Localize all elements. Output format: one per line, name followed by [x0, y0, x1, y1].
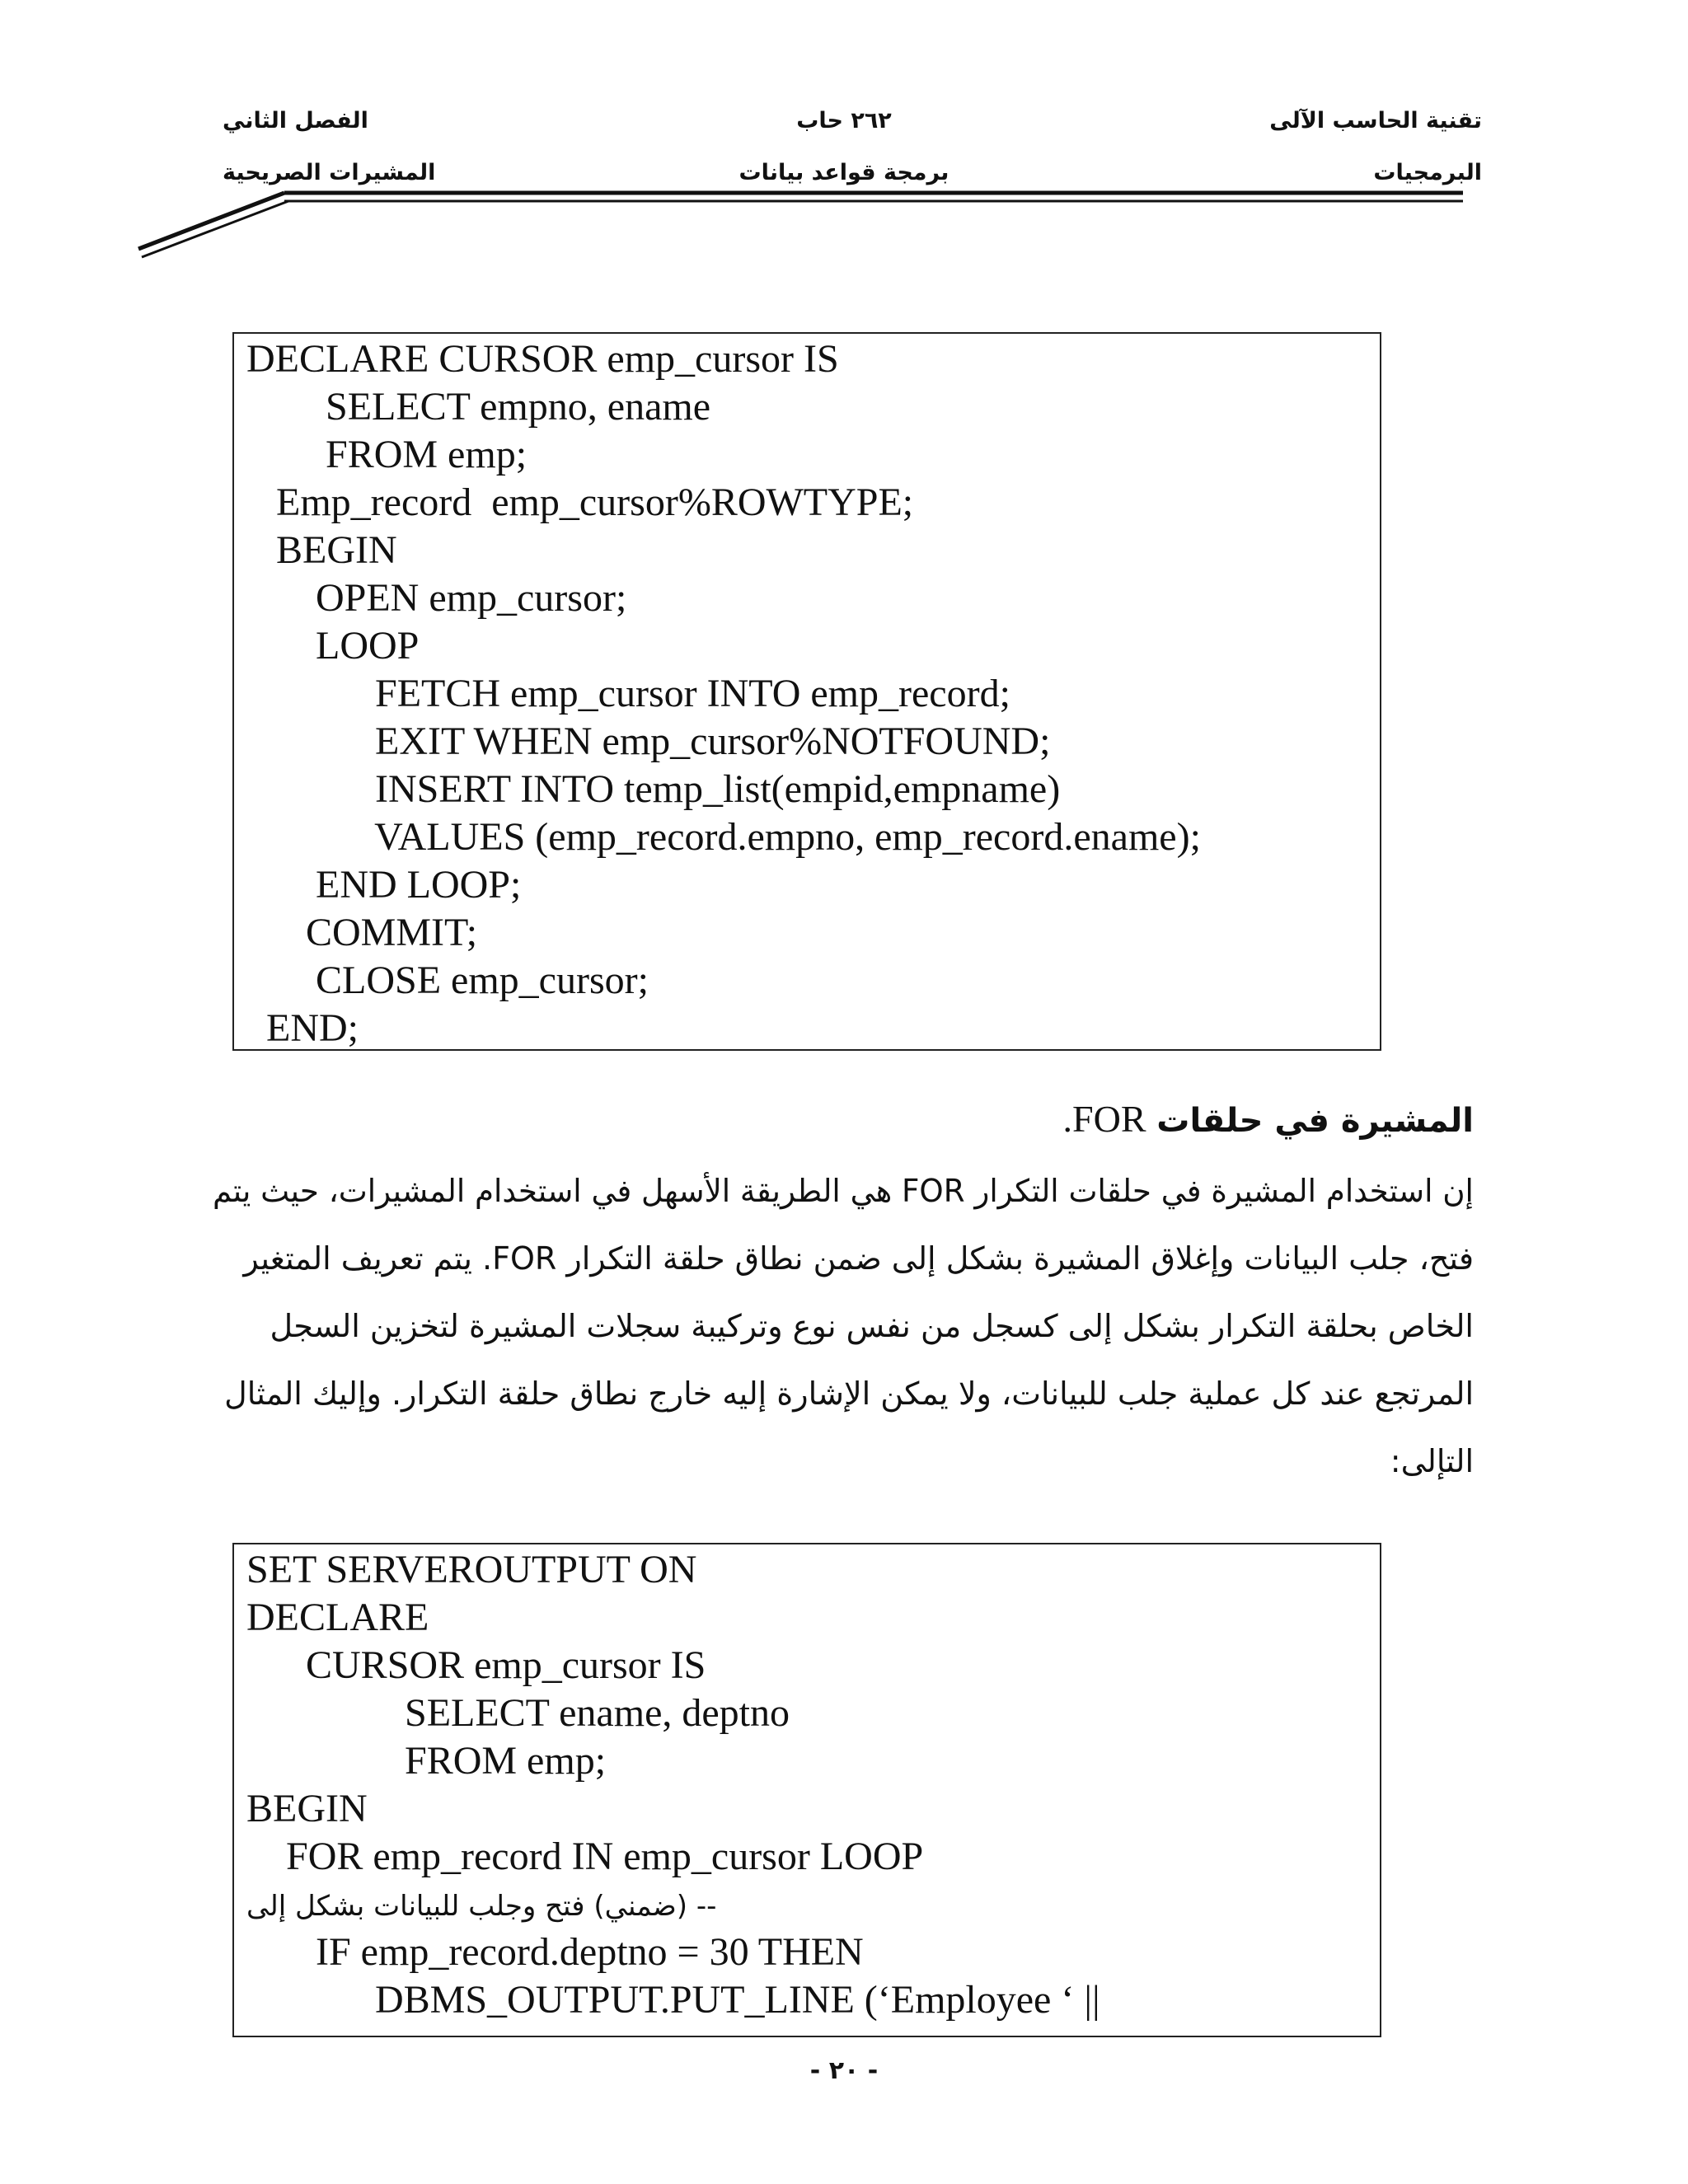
- code-line: DBMS_OUTPUT.PUT_LINE (‘Employee ‘ ||: [246, 1978, 1100, 2022]
- code-line: FETCH emp_cursor INTO emp_record;: [246, 672, 1010, 715]
- code-block-2: [232, 1543, 1381, 2037]
- code-line: FOR emp_record IN emp_cursor LOOP: [246, 1835, 924, 1878]
- header-chapter-title: المشيرات الصريحية: [223, 160, 436, 185]
- code-line: SELECT empno, ename: [246, 385, 711, 429]
- code-line: FROM emp;: [246, 1739, 607, 1783]
- code-line: SET SERVEROUTPUT ON: [246, 1548, 697, 1591]
- code-block-1: [232, 332, 1381, 1051]
- section-title-keyword: FOR.: [1062, 1098, 1146, 1140]
- code-line: IF emp_record.deptno = 30 THEN: [246, 1930, 864, 1974]
- code-line: DECLARE: [246, 1596, 429, 1639]
- header-rule: [0, 0, 1688, 272]
- code-line: DECLARE CURSOR emp_cursor IS: [246, 337, 839, 381]
- code-line: FROM emp;: [246, 433, 528, 476]
- code-line: COMMIT;: [246, 911, 478, 954]
- paragraph-line: التإلى:: [1390, 1443, 1474, 1479]
- code-line: VALUES (emp_record.empno, emp_record.ename);: [246, 815, 1201, 859]
- header-course-title: تقنية الحاسب الآلى: [1269, 108, 1482, 134]
- header-department: البرمجيات: [1373, 160, 1482, 185]
- code-line: BEGIN: [246, 1787, 368, 1830]
- paragraph-line: فتح، جلب البيانات وإغلاق المشيرة بشكل إلى ضمن نطاق حلقة التكرار FOR. يتم تعريف المتغير: [243, 1240, 1474, 1277]
- header-chapter: الفصل الثاني: [223, 108, 368, 134]
- code-line: BEGIN: [246, 528, 397, 572]
- code-line: LOOP: [246, 624, 420, 668]
- code-line: INSERT INTO temp_list(empid,empname): [246, 767, 1061, 811]
- code-line: END;: [246, 1006, 359, 1050]
- paragraph-line: الخاص بحلقة التكرار بشكل إلى كسجل من نفس نوع وتركيبة سجلات المشيرة لتخزين السجل: [270, 1308, 1474, 1344]
- section-title-arabic: المشيرة في حلقات: [1156, 1102, 1474, 1140]
- code-line: EXIT WHEN emp_cursor%NOTFOUND;: [246, 719, 1051, 763]
- code-line: CURSOR emp_cursor IS: [246, 1643, 706, 1687]
- code-line: OPEN emp_cursor;: [246, 576, 627, 620]
- paragraph-line: إن استخدام المشيرة في حلقات التكرار FOR هي الطريقة الأسهل في استخدام المشيرات، حيث يتم: [213, 1173, 1474, 1209]
- code-line: CLOSE emp_cursor;: [246, 958, 649, 1002]
- paragraph-line: المرتجع عند كل عملية جلب للبيانات، ولا يمكن الإشارة إليه خارج نطاق حلقة التكرار. وإليك المثال: [224, 1376, 1474, 1412]
- code-line: END LOOP;: [246, 863, 522, 907]
- page-number: - ٢٠ -: [809, 2056, 879, 2085]
- header-course-code: ٢٦٢ حاب: [796, 108, 892, 134]
- code-line: SELECT ename, deptno: [246, 1691, 790, 1735]
- code-comment-line: -- (ضمني) فتح وجلب للبيانات بشكل إلى: [246, 1890, 984, 1923]
- code-line: Emp_record emp_cursor%ROWTYPE;: [246, 480, 914, 524]
- section-title: [1063, 1096, 1474, 1144]
- header-subject: برمجة قواعد بيانات: [738, 160, 950, 185]
